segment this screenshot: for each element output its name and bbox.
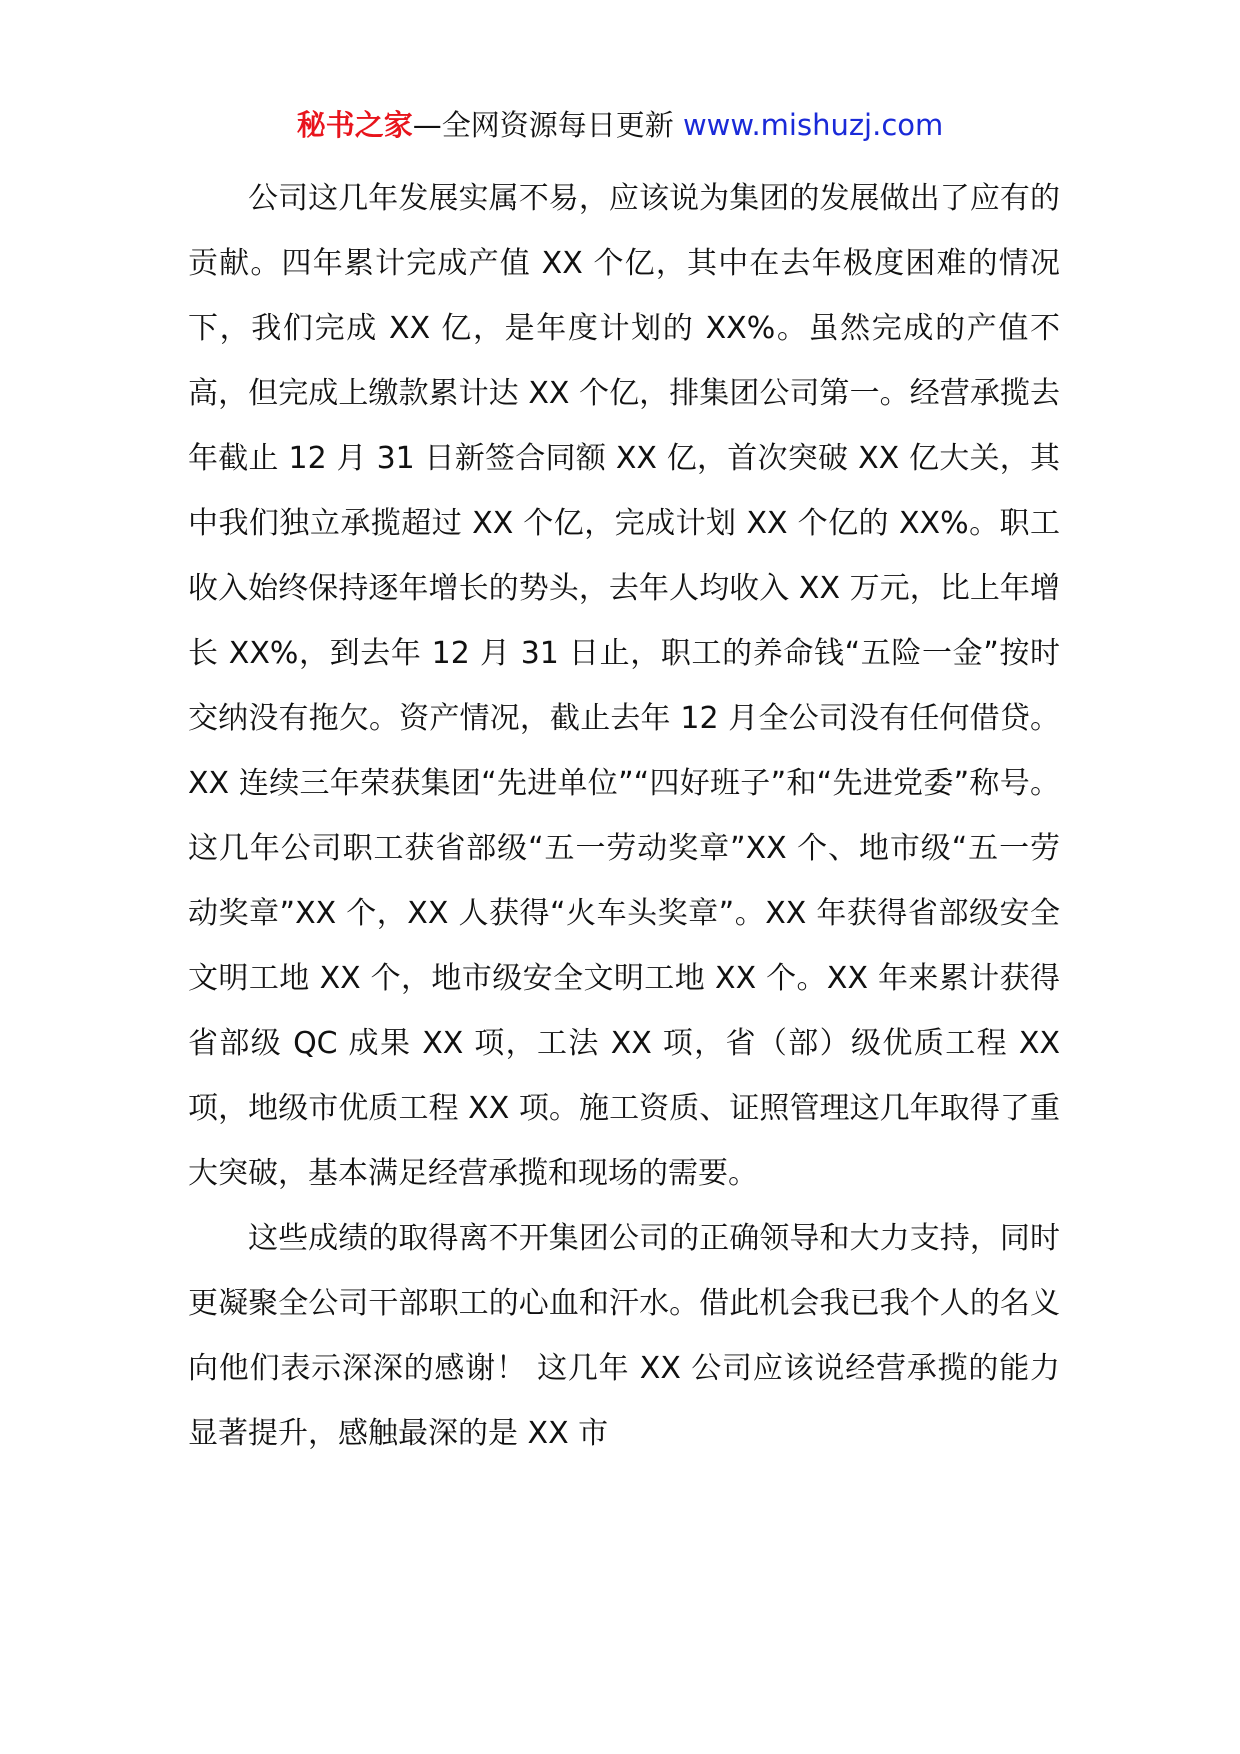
website-link[interactable]: www.mishuzj.com xyxy=(682,108,944,142)
header-tagline: —全网资源每日更新 xyxy=(412,108,683,142)
brand-name: 秘书之家 xyxy=(296,108,413,142)
document-body xyxy=(188,166,1060,1466)
paragraph: 这些成绩的取得离不开集团公司的正确领导和大力支持，同时更凝聚全公司干部职工的心血和汗水。借此机会我已我个人的名义向他们表示深深的感谢！ 这几年 XX 公司应该说经营承揽的能力显著提升，感触最深的是 XX 市 xyxy=(188,1221,1060,1451)
paragraph: 公司这几年发展实属不易，应该说为集团的发展做出了应有的贡献。四年累计完成产值 XX 个亿，其中在去年极度困难的情况下，我们完成 XX 亿，是年度计划的 XX%。虽然完成的产值不高，但完成上缴款累计达 XX 个亿，排集团公司第一。经营承揽去年截止 12 月 31 日新签合同额 XX 亿，首次突破 XX 亿大关，其中我们独立承揽超过 XX 个亿，完成计划 XX 个亿的 XX%。职工收入始终保持逐年增长的势头，去年人均收入 XX 万元，比上年增长 XX%，到去年 12 月 31 日止，职工的养命钱“五险一金”按时交纳没有拖欠。资产情况，截止去年 12 月全公司没有任何借贷。XX 连续三年荣获集团“先进单位”“四好班子”和“先进党委”称号。这几年公司职工获省部级“五一劳动奖章”XX 个、地市级“五一劳动奖章”XX 个，XX 人获得“火车头奖章”。XX 年获得省部级安全文明工地 XX 个，地市级安全文明工地 XX 个。XX 年来累计获得省部级 QC 成果 XX 项，工法 XX 项，省（部）级优质工程 XX 项，地级市优质工程 XX 项。施工资质、证照管理这几年取得了重大突破，基本满足经营承揽和现场的需要。 xyxy=(188,181,1060,1191)
page-header xyxy=(0,103,1240,147)
